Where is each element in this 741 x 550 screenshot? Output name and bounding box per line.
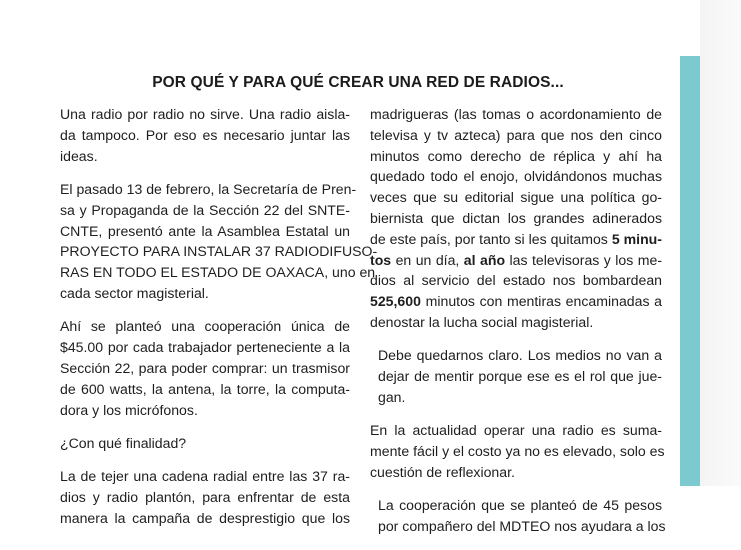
paragraph-operate-radio: En la actualidad operar una radio es suma- mente fácil y el costo ya no es elevado, solo es cuestión de reflexionar. (370, 422, 665, 480)
accent-bar (680, 56, 700, 486)
paragraph-question: ¿Con qué finalidad? (60, 434, 187, 451)
paragraph-media: madrigueras (las tomas o acordonamiento de televisa y tv azteca) para que nos den cinco minutos como derecho de réplica y ahí ha quedado todo el enojo, olvidándonos muchas veces que su editorial sigue una política go- biernista que dictan los grandes adinerados de este país, por tanto si les quitamos 5 minu- tos en un día, al año las televisoras y los me- dios al servicio del estado nos bombardean 525,600 minutos con mentiras encaminadas a denostar la lucha social magisterial. (370, 106, 663, 330)
paragraph-network: La de tejer una cadena radial entre las 37 ra- dios y radio plantón, para enfrentar de esta manera la campaña de desprestigio que los (60, 468, 350, 526)
paragraph-cooperation: Ahí se planteó una cooperación única de $45.00 por cada trabajador perteneciente a la Sección 22, para poder comprar: un trasmisor de 600 watts, la antena, la torre, la computa- dora y los micrófonos. (60, 318, 350, 418)
right-column (370, 104, 666, 550)
article-title: POR QUÉ Y PARA QUÉ CREAR UNA RED DE RADIOS... (152, 74, 564, 91)
paragraph-project: El pasado 13 de febrero, la Secretaría de Pren- sa y Propaganda de la Sección 22 del SNTE- CNTE, presentó ante la Asamblea Estatal un PROYECTO PARA INSTALAR 37 RADIODIFUSO- RAS EN TODO EL ESTADO DE OAXACA, uno en cada sector magisterial. (60, 180, 378, 301)
left-column (60, 104, 378, 541)
paragraph-cooperation-closing: La cooperación que se planteó de 45 pesos por compañero del MDTEO nos ayudara a los (378, 497, 666, 535)
paragraph-intro: Una radio por radio no sirve. Una radio aisla- da tampoco. Por eso es necesario juntar las ideas. (60, 106, 350, 164)
paragraph-media-lie: Debe quedarnos claro. Los medios no van a dejar de mentir porque ese es el rol que jue- gan. (378, 347, 662, 405)
page-edge (700, 0, 741, 486)
